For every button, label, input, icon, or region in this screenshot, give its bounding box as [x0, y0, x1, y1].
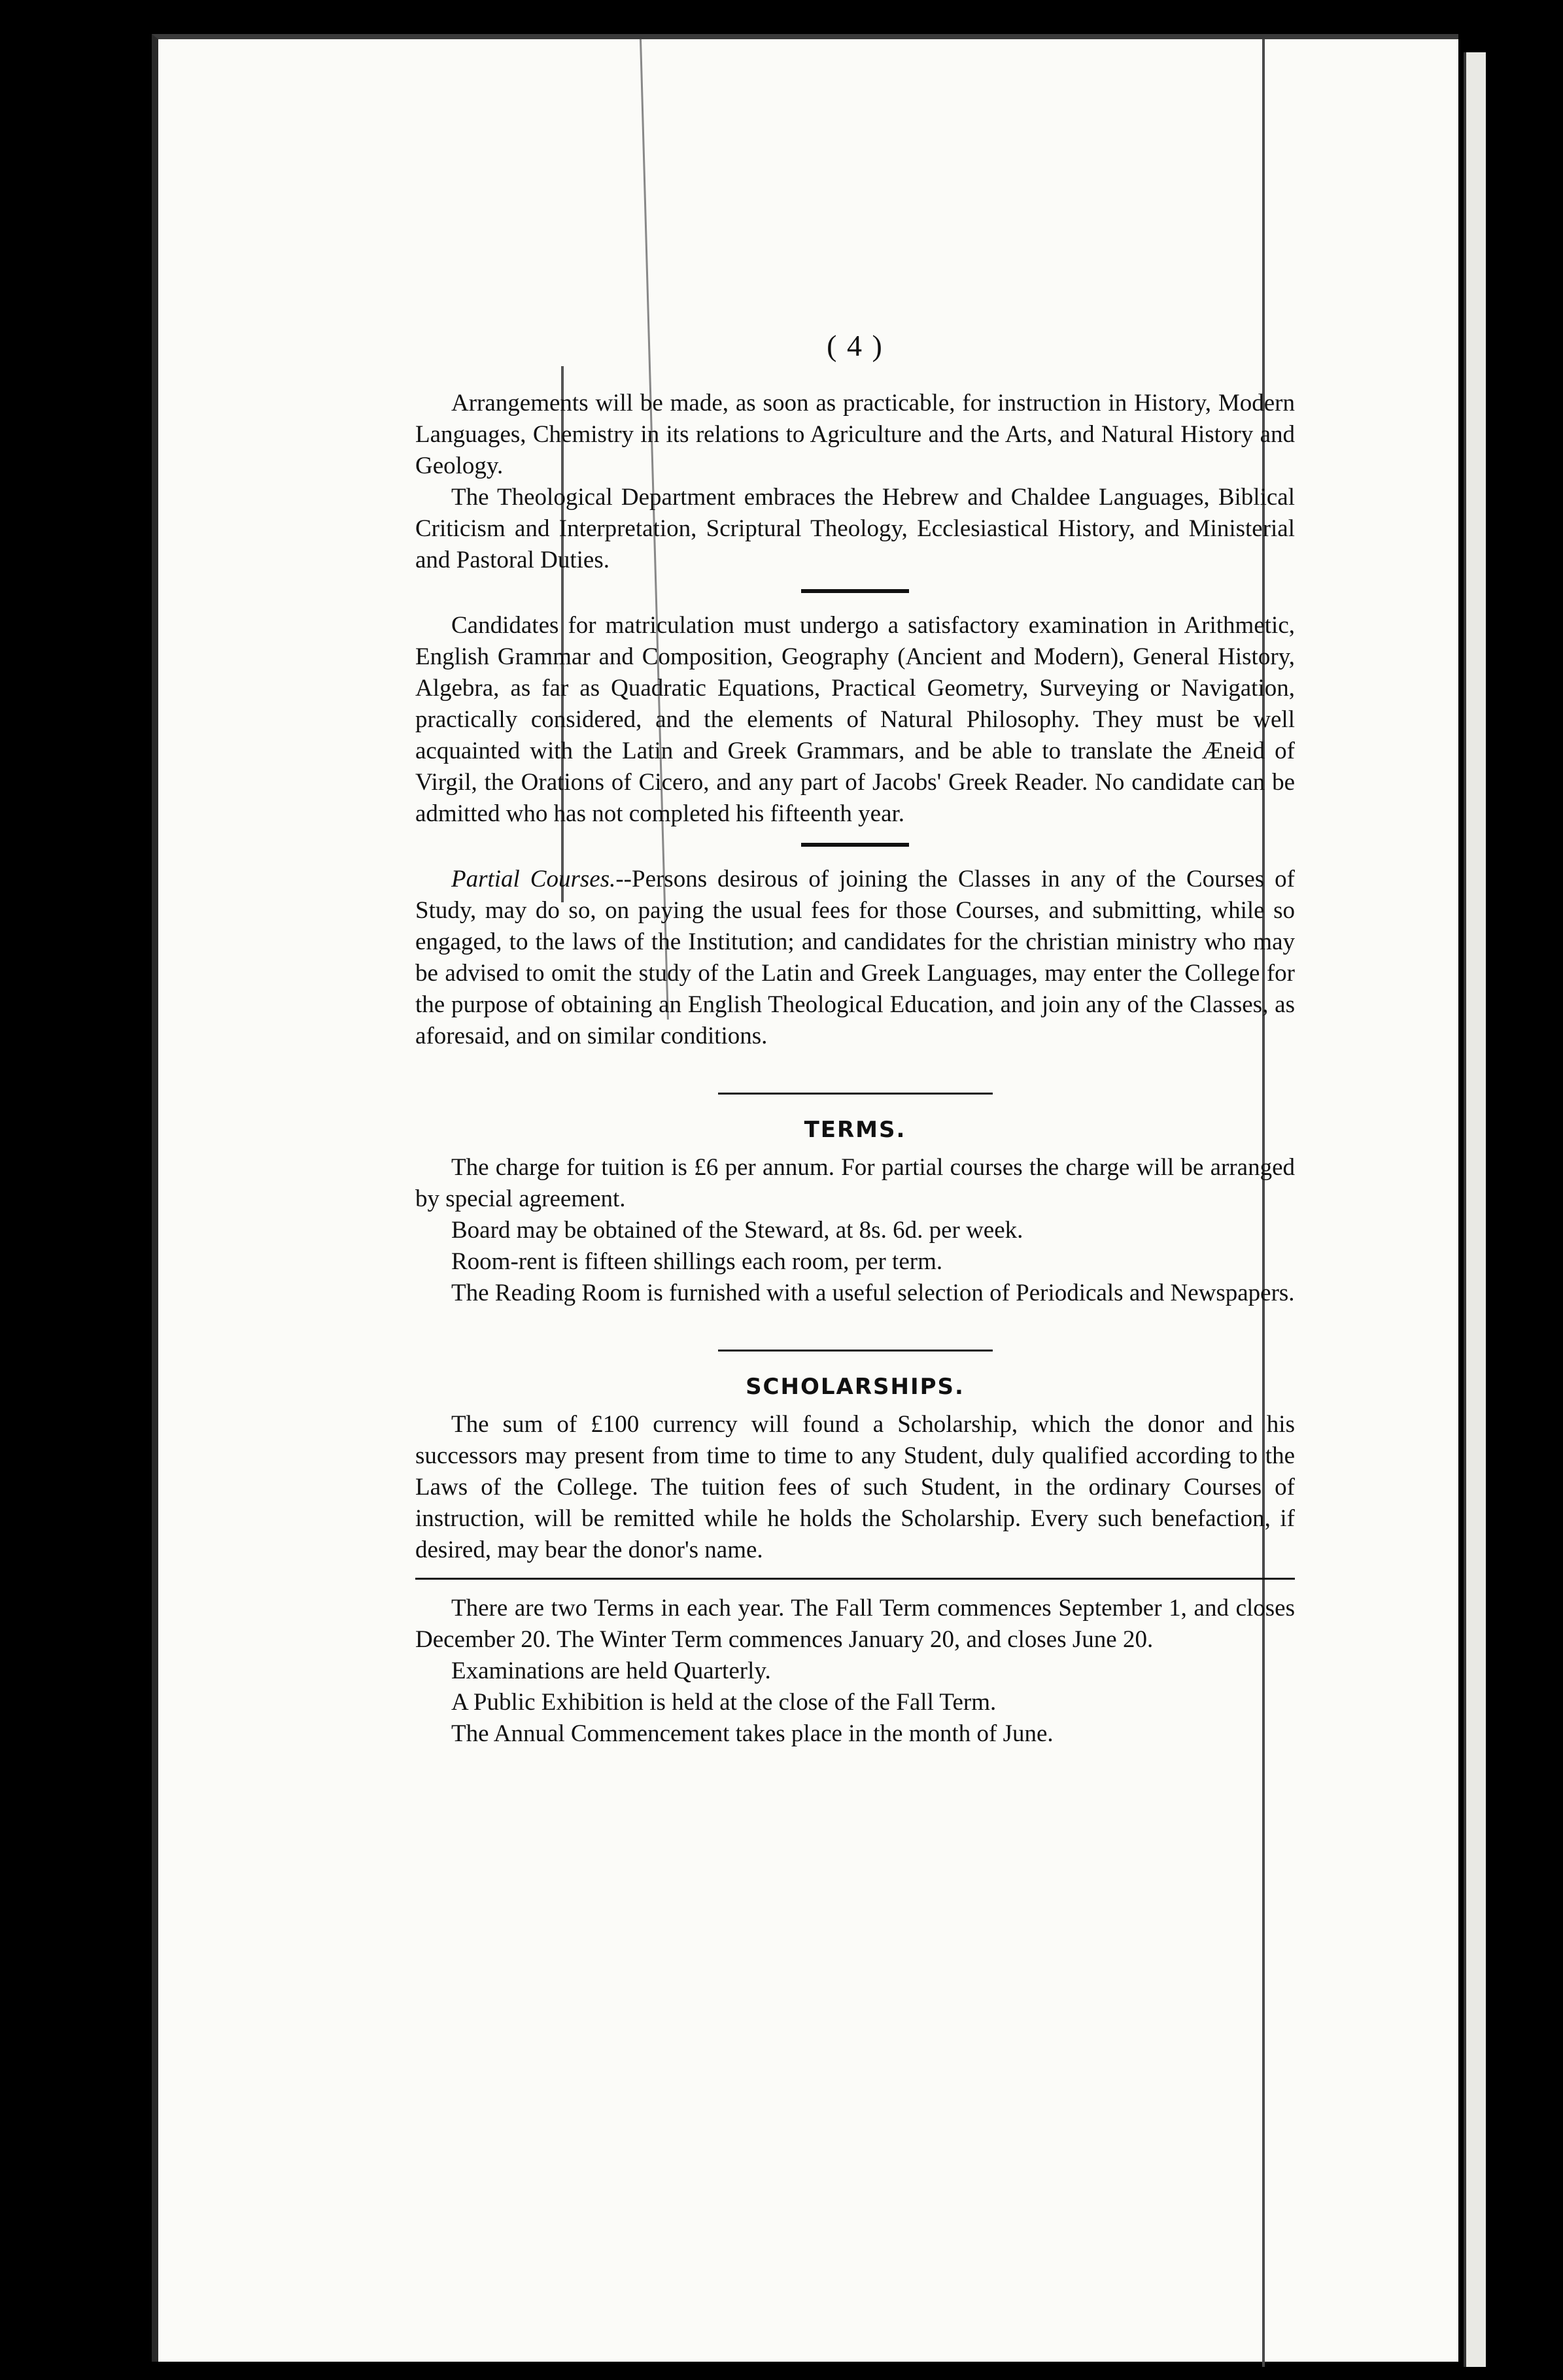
terms-heading: TERMS.	[804, 1117, 906, 1143]
scholarships-heading: SCHOLARSHIPS.	[746, 1374, 965, 1400]
terms-reading-room: The Reading Room is furnished with a useful selection of Periodicals and Newspapers.	[451, 1280, 1295, 1306]
section-divider	[718, 1093, 993, 1095]
paragraph-arrangements: Arrangements will be made, as soon as practicable, for instruction in History, Modern Languages, Chemistry in its relations to Agriculture and the Arts, and Natural History and Geology.	[415, 390, 1295, 479]
adjacent-page-edge	[1464, 52, 1486, 2367]
calendar-commencement: The Annual Commencement takes place in the month of June.	[451, 1720, 1054, 1747]
partial-courses-heading: Partial Courses.	[451, 866, 616, 892]
calendar-examinations: Examinations are held Quarterly.	[451, 1658, 771, 1684]
terms-board: Board may be obtained of the Steward, at 8s. 6d. per week.	[451, 1217, 1023, 1244]
section-divider	[801, 589, 909, 593]
page-number: ( 4 )	[827, 329, 884, 362]
paragraph-matriculation: Candidates for matriculation must undergo a satisfactory examination in Arithmetic, English Grammar and Composition, Geography (Ancient and Modern), General History, Algebra, as far as Quadratic Equations, Practical Geometry, Surveying or Navigation, practically considered, and the elements of Natural Philosophy. They must be well acquainted with the Latin and Greek Grammars, and be able to translate the Æneid of Virgil, the Orations of Cicero, and any part of Jacobs' Greek Reader. No candidate can be admitted who has not completed his fifteenth year.	[415, 612, 1295, 827]
section-divider	[415, 1578, 1295, 1580]
partial-courses-text: --Persons desirous of joining the Classes in any of the Courses of Study, may do so, on paying the usual fees for those Courses, and submitting, while so engaged, to the laws of the Institution; and candidates for the christian ministry who may be advised to omit the study of the Latin and Greek Languages, may enter the College for the purpose of obtaining an English Theological Education, and join any of the Classes, as aforesaid, and on similar conditions.	[415, 866, 1295, 1049]
section-divider	[718, 1350, 993, 1352]
terms-tuition: The charge for tuition is £6 per annum. For partial courses the charge will be arranged by special agreement.	[415, 1154, 1295, 1212]
paragraph-theological-department: The Theological Department embraces the Hebrew and Chaldee Languages, Biblical Criticism and Interpretation, Scriptural Theology, Ecclesiastical History, and Ministerial and Pastoral Duties.	[415, 484, 1295, 573]
calendar-exhibition: A Public Exhibition is held at the close of the Fall Term.	[451, 1689, 997, 1716]
section-divider	[801, 843, 909, 847]
paragraph-partial-courses	[415, 864, 1295, 1052]
scholarships-text: The sum of £100 currency will found a Scholarship, which the donor and his successors may present from time to time to any Student, duly qualified according to the Laws of the College. The tuition fees of such Student, in the ordinary Courses of instruction, will be remitted while he holds the Scholarship. Every such benefaction, if desired, may bear the donor's name.	[415, 1411, 1295, 1563]
terms-room-rent: Room-rent is fifteen shillings each room, per term.	[451, 1248, 943, 1275]
document-text	[415, 330, 1295, 1750]
calendar-terms: There are two Terms in each year. The Fall Term commences September 1, and closes December 20. The Winter Term commences January 20, and closes June 20.	[415, 1595, 1295, 1653]
